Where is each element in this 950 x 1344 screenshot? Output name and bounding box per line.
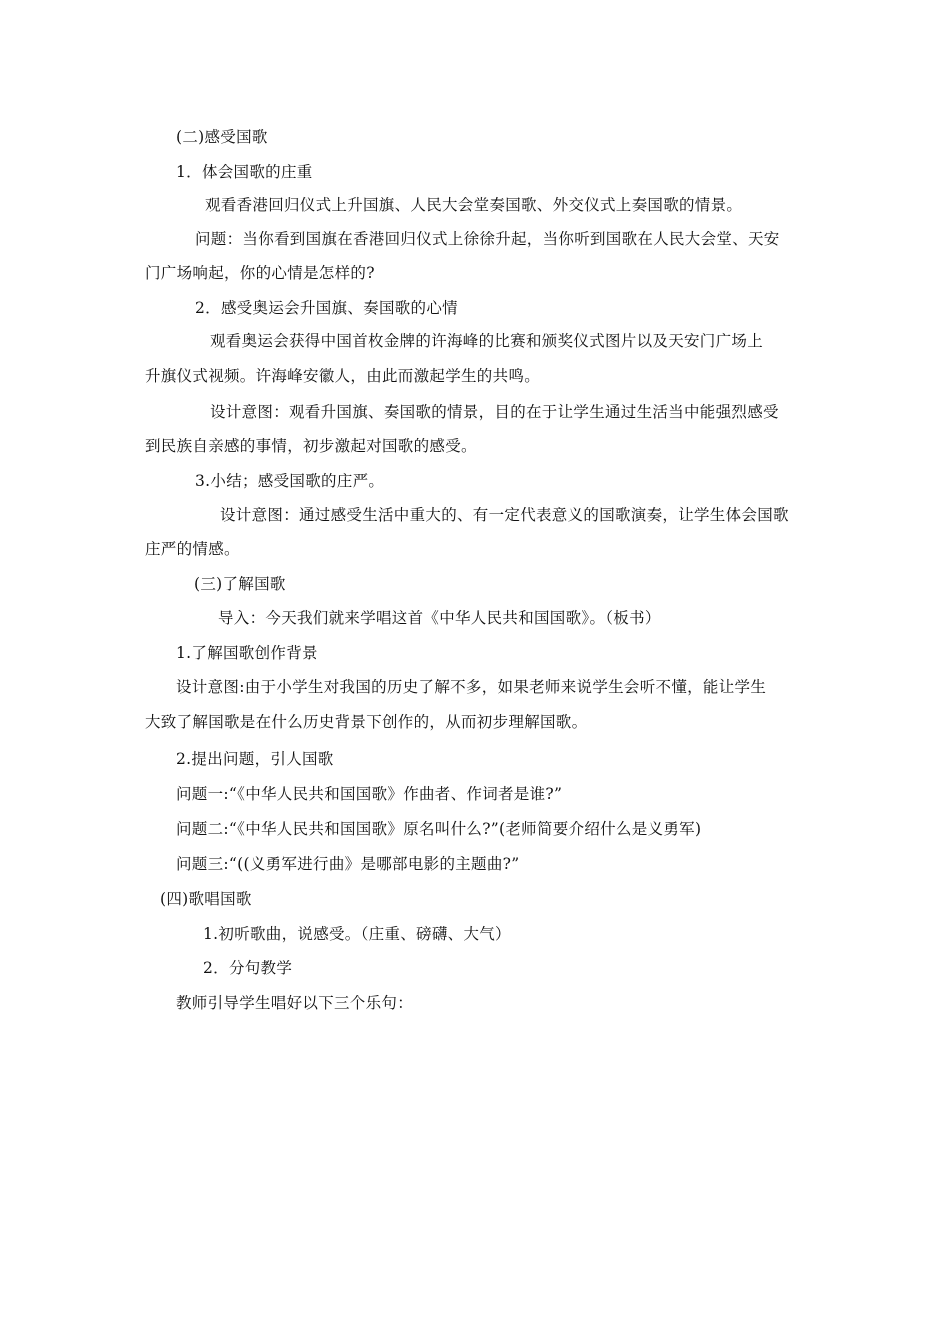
subheading-1: 1.初听歌曲，说感受。（庄重、磅礴、大气） (203, 925, 511, 943)
question-line: 问题一:“《中华人民共和国国歌》作曲者、作词者是谁?” (176, 785, 563, 803)
subheading-1: 1．体会国歌的庄重 (176, 163, 313, 181)
paragraph-line: 观看香港回归仪式上升国旗、人民大会堂奏国歌、外交仪式上奏国歌的情景。 (205, 196, 743, 214)
subheading-3: 3.小结；感受国歌的庄严。 (195, 472, 385, 490)
section-heading-2: (二)感受国歌 (176, 128, 268, 146)
section-heading-3: (三)了解国歌 (194, 575, 286, 593)
paragraph-line: 庄严的情感。 (145, 540, 240, 558)
paragraph-line: 设计意图:由于小学生对我国的历史了解不多，如果老师来说学生会听不懂，能让学生 (176, 678, 767, 696)
subheading-2: 2．感受奥运会升国旗、奏国歌的心情 (195, 299, 458, 317)
paragraph-line: 问题：当你看到国旗在香港回归仪式上徐徐升起，当你听到国歌在人民大会堂、天安 (195, 230, 780, 248)
paragraph-line: 导入：今天我们就来学唱这首《中华人民共和国国歌》。（板书） (218, 609, 661, 627)
question-line: 问题三:“((义勇军进行曲》是哪部电影的主题曲?” (176, 855, 520, 873)
paragraph-line: 设计意图：通过感受生活中重大的、有一定代表意义的国歌演奏，让学生体会国歌 (220, 506, 789, 524)
section-heading-4: (四)歌唱国歌 (160, 890, 252, 908)
subheading-1: 1.了解国歌创作背景 (176, 644, 318, 662)
paragraph-line: 观看奥运会获得中国首枚金牌的许海峰的比赛和颁奖仪式图片以及天安门广场上 (210, 332, 764, 350)
paragraph-line: 大致了解国歌是在什么历史背景下创作的，从而初步理解国歌。 (145, 713, 588, 731)
paragraph-line: 到民族自亲感的事情，初步激起对国歌的感受。 (145, 437, 477, 455)
paragraph-line: 教师引导学生唱好以下三个乐句： (176, 994, 414, 1012)
subheading-2: 2.提出问题，引人国歌 (176, 750, 334, 768)
subheading-2: 2．分句教学 (203, 959, 293, 977)
paragraph-line: 升旗仪式视频。许海峰安徽人，由此而激起学生的共鸣。 (145, 367, 541, 385)
paragraph-line: 门广场响起，你的心情是怎样的? (145, 264, 375, 282)
paragraph-line: 设计意图：观看升国旗、奏国歌的情景，目的在于让学生通过生活当中能强烈感受 (210, 403, 779, 421)
question-line: 问题二:“《中华人民共和国国歌》原名叫什么?”(老师简要介绍什么是义勇军) (176, 820, 702, 838)
